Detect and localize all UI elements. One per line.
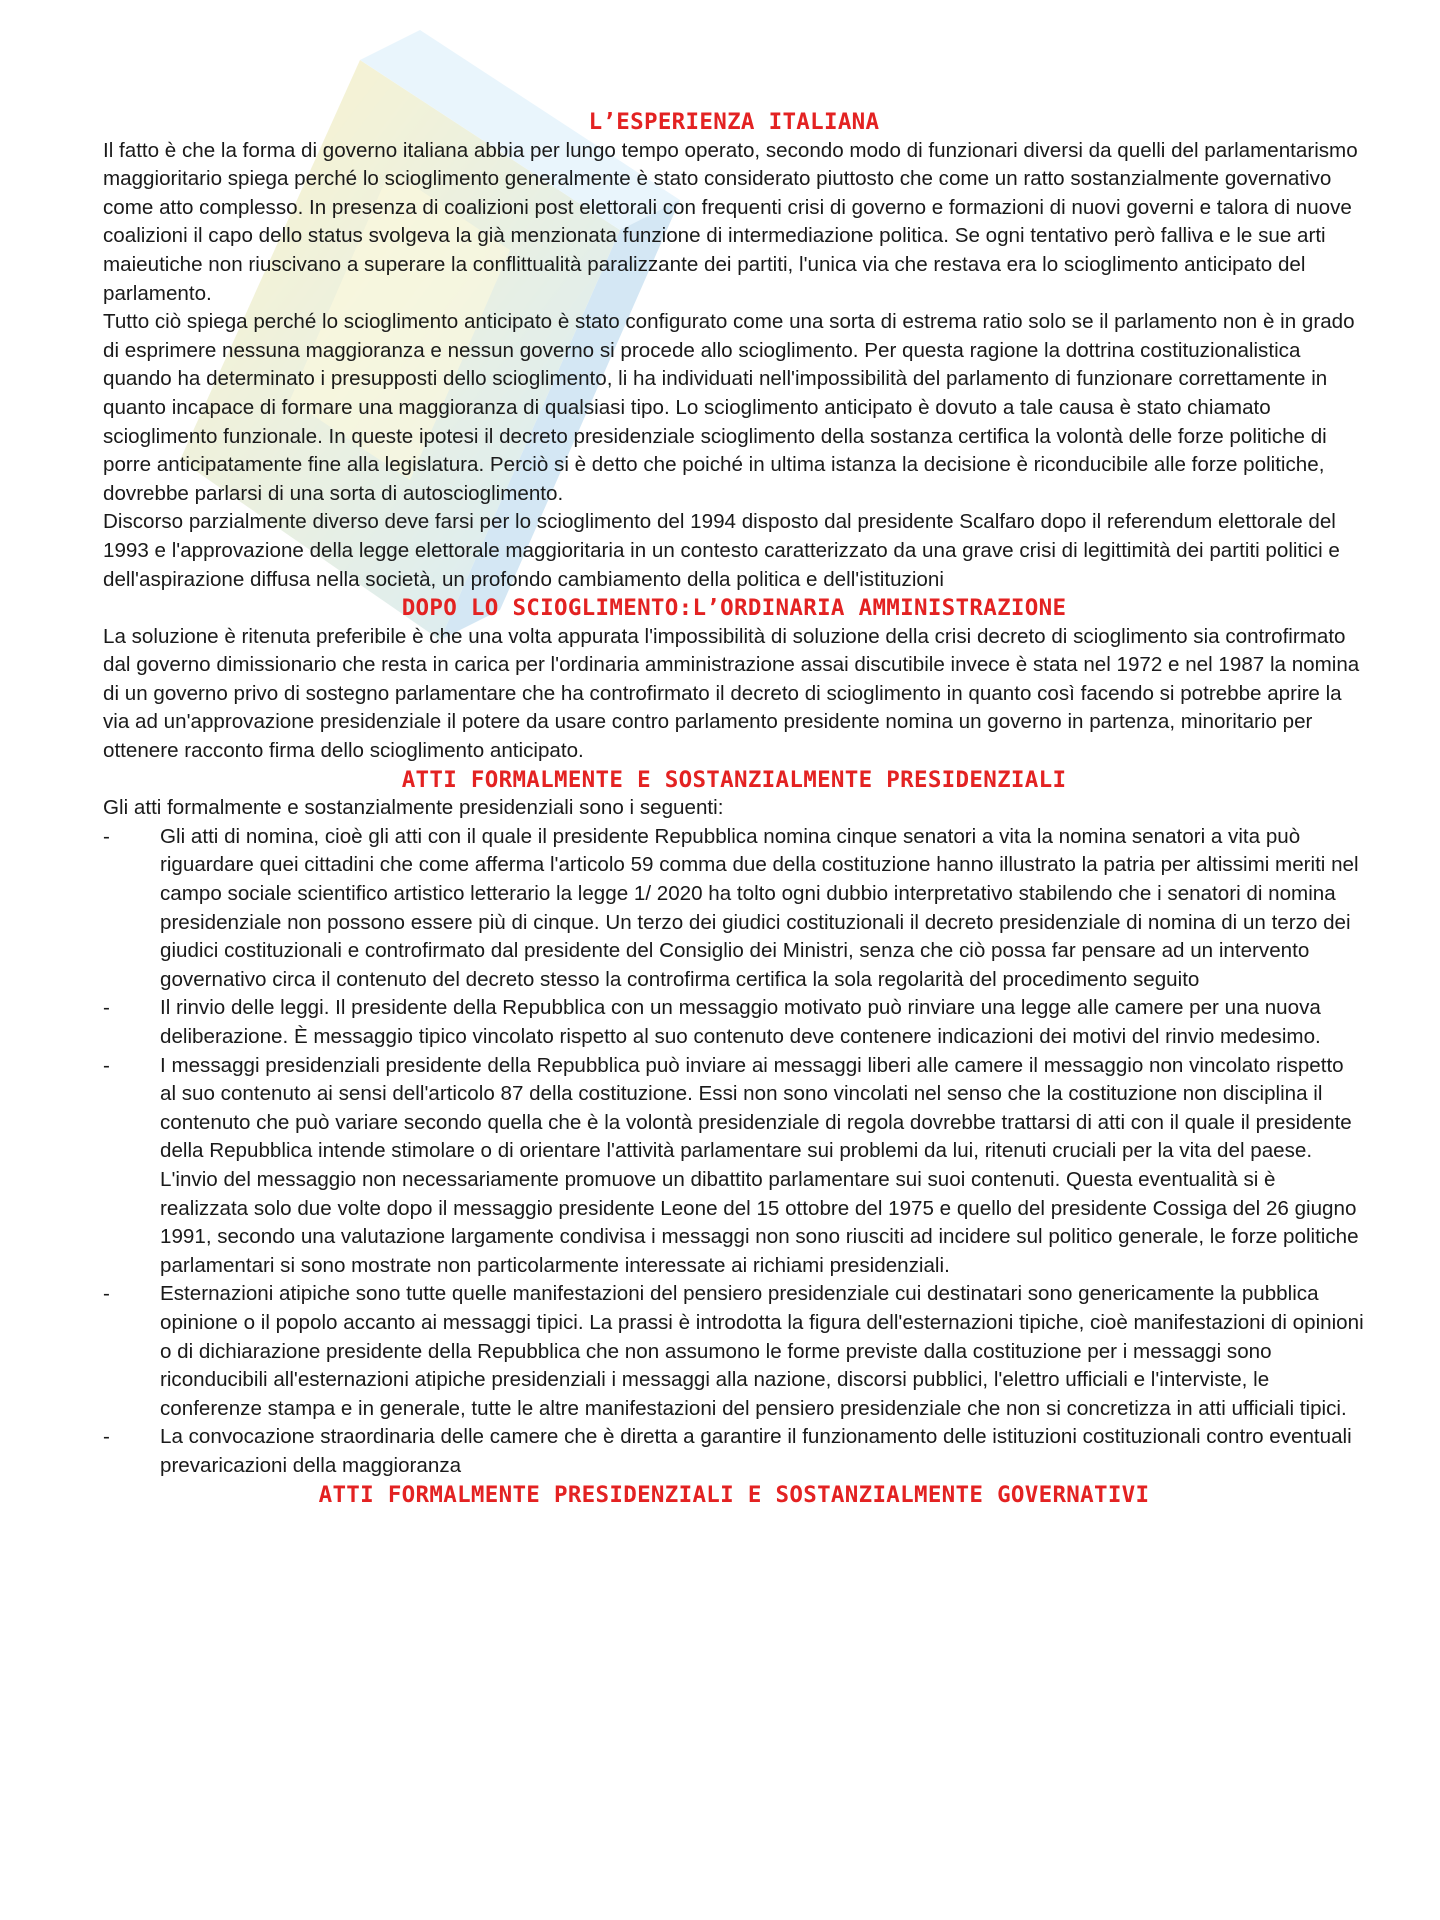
list-item-text: Esternazioni atipiche sono tutte quelle manifestazioni del pensiero presidenziale cui destinatari sono genericamente la pubblica opinione o il popolo accanto ai messaggi tipici. La prassi è introdotta la figura dell'esternazioni tipiche, cioè manifestazioni di opinioni o di dichiarazione presidente della Repubblica che non assumono le forme previste dalla costituzione per i messaggi sono riconducibili all'esternazioni atipiche presidenziali i messaggi alla nazione, discorsi pubblici, l'elettro ufficiali e l'interviste, le conferenze stampa e in generale, tutte le altre manifestazioni del pensiero presidenziale che non si concretizza in atti ufficiali tipici. (160, 1282, 1364, 1420)
list-bullet: - (103, 1282, 110, 1306)
document-page (103, 108, 1365, 1509)
list-bullet: - (103, 996, 110, 1020)
list-item-text: I messaggi presidenziali presidente della Repubblica può inviare ai messaggi liberi alle camere il messaggio non vincolato rispetto al suo contenuto ai sensi dell'articolo 87 della costituzione. Essi non sono vincolati nel senso che la costituzione non disciplina il contenuto che può variare secondo quella che è la volontà presidenziale di regola dovrebbe trattarsi di atti con il quale il presidente della Repubblica intende stimolare o di orientare l'attività parlamentare sui problemi da lui, ritenuti cruciali per la vita del paese. L'invio del messaggio non necessariamente promuove un dibattito parlamentare sui suoi contenuti. Questa eventualità si è realizzata solo due volte dopo il messaggio presidente Leone del 15 ottobre del 1975 e quello del presidente Cossiga del 26 giugno 1991, secondo una valutazione largamente condivisa i messaggi non sono riusciti ad incidere sul politico generale, le forze politiche parlamentari si sono mostrate non particolarmente interessate ai richiami presidenziali. (160, 1053, 1359, 1277)
list-item (103, 823, 1365, 995)
list-item-text: Il rinvio delle leggi. Il presidente della Repubblica con un messaggio motivato può rinviare una legge alle camere per una nuova deliberazione. È messaggio tipico vincolato rispetto al suo contenuto deve contenere indicazioni dei motivi del rinvio medesimo. (160, 996, 1321, 1048)
list-item (103, 994, 1365, 1051)
list-item-text: La convocazione straordinaria delle camere che è diretta a garantire il funzionamento delle istituzioni costituzionali contro eventuali prevaricazioni della maggioranza (160, 1425, 1352, 1477)
paragraph: La soluzione è ritenuta preferibile è che una volta appurata l'impossibilità di soluzione della crisi decreto di scioglimento sia controfirmato dal governo dimissionario che resta in carica per l'ordinaria amministrazione assai discutibile invece è stata nel 1972 e nel 1987 la nomina di un governo privo di sostegno parlamentare che ha controfirmato il decreto di scioglimento in quanto così facendo si potrebbe aprire la via ad un'approvazione presidenziale il potere da usare contro parlamento presidente nomina un governo in partenza, minoritario per ottenere racconto firma dello scioglimento anticipato. (103, 624, 1360, 763)
paragraph: Il fatto è che la forma di governo italiana abbia per lungo tempo operato, secondo modo di funzionari diversi da quelli del parlamentarismo maggioritario spiega perché lo scioglimento generalmente è stato considerato piuttosto che come un ratto sostanzialmente governativo come atto complesso. In presenza di coalizioni post elettorali con frequenti crisi di governo e formazioni di nuovi governi e talora di nuove coalizioni il capo dello status svolgeva la già menzionata funzione di intermediazione politica. Se ogni tentativo però falliva e le sue arti maieutiche non riuscivano a superare la conflittualità paralizzante dei partiti, l'unica via che restava era lo scioglimento anticipato del parlamento. (103, 138, 1358, 305)
list-bullet: - (103, 1425, 110, 1449)
section-heading-atti-governativi: ATTI FORMALMENTE PRESIDENZIALI E SOSTANZIALMENTE GOVERNATIVI (318, 1481, 1150, 1508)
atti-list (103, 823, 1365, 1481)
list-item (103, 1052, 1365, 1281)
paragraph: Discorso parzialmente diverso deve farsi per lo scioglimento del 1994 disposto dal presidente Scalfaro dopo il referendum elettorale del 1993 e l'approvazione della legge elettorale maggioritaria in un contesto caratterizzato da una grave crisi di legittimità dei partiti politici e dell'aspirazione diffusa nella società, un profondo cambiamento della politica e dell'istituzioni (103, 510, 1340, 591)
section-heading-dopo-scioglimento: DOPO LO SCIOGLIMENTO:L’ORDINARIA AMMINISTRAZIONE (401, 595, 1067, 622)
section-heading-esperienza-italiana: L’ESPERIENZA ITALIANA (588, 109, 880, 135)
list-bullet: - (103, 1053, 110, 1077)
paragraph: Tutto ciò spiega perché lo scioglimento anticipato è stato configurato come una sorta di estrema ratio solo se il parlamento non è in grado di esprimere nessuna maggioranza e nessun governo si procede allo scioglimento. Per questa ragione la dottrina costituzionalistica quando ha determinato i presupposti dello scioglimento, li ha individuati nell'impossibilità del parlamento di funzionare correttamente in quanto incapace di formare una maggioranza di qualsiasi tipo. Lo scioglimento anticipato è dovuto a tale causa è stato chiamato scioglimento funzionale. In queste ipotesi il decreto presidenziale scioglimento della sostanza certifica la volontà delle forze politiche di porre anticipatamente fine alla legislatura. Perciò si è detto che poiché in ultima istanza la decisione è riconducibile alle forze politiche, dovrebbe parlarsi di una sorta di autoscioglimento. (103, 310, 1355, 505)
list-item-text: Gli atti di nomina, cioè gli atti con il quale il presidente Repubblica nomina cinque senatori a vita la nomina senatori a vita può riguardare quei cittadini che come afferma l'articolo 59 comma due della costituzione hanno illustrato la patria per altissimi meriti nel campo sociale scientifico artistico letterario la legge 1/ 2020 ha tolto ogni dubbio interpretativo stabilendo che i senatori di nomina presidenziale non possono essere più di cinque. Un terzo dei giudici costituzionali il decreto presidenziale di nomina di un terzo dei giudici costituzionali e controfirmato dal presidente del Consiglio dei Ministri, senza che ciò possa far pensare ad un intervento governativo circa il contenuto del decreto stesso la controfirma certifica la sola regolarità del procedimento seguito (160, 824, 1359, 991)
section-heading-atti-presidenziali: ATTI FORMALMENTE E SOSTANZIALMENTE PRESIDENZIALI (401, 766, 1067, 793)
list-item (103, 1423, 1365, 1480)
list-intro: Gli atti formalmente e sostanzialmente presidenziali sono i seguenti: (103, 796, 724, 820)
list-item (103, 1280, 1365, 1423)
list-bullet: - (103, 824, 110, 848)
